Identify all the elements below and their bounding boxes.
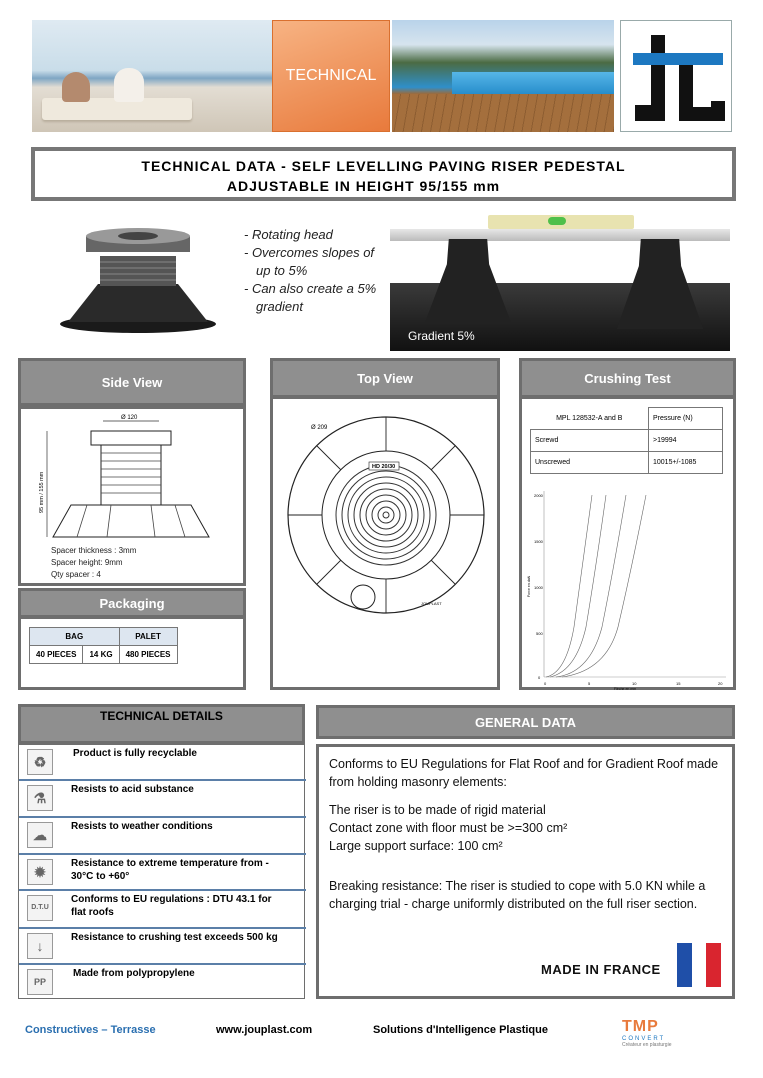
- top-brand: JOUPLAST: [421, 601, 442, 606]
- footer-slogan: Solutions d'Intelligence Plastique: [373, 1024, 548, 1036]
- y-tick: 500: [536, 631, 543, 636]
- ct-row-label: Unscrewed: [531, 452, 649, 474]
- palet-header: PALET: [119, 628, 177, 646]
- tmp-brand: TMP: [622, 1018, 659, 1035]
- list-item: D.T.U Conforms to EU regulations : DTU 43.1 for flat roofs: [19, 891, 306, 929]
- ct-row-label: Screwd: [531, 430, 649, 452]
- dtu-icon: D.T.U: [27, 895, 53, 921]
- france-flag-icon: [677, 943, 721, 987]
- ct-head-2: Pressure (N): [649, 408, 723, 430]
- spacer-thickness: Spacer thickness : 3mm: [51, 546, 137, 555]
- footer-website-link[interactable]: www.jouplast.com: [216, 1024, 313, 1036]
- list-item: ☁ Resists to weather conditions: [19, 818, 306, 855]
- general-paragraph-3: Breaking resistance: The riser is studied to cope with 5.0 KN while a charging trial - charge uniformly distributed on the full riser section.: [329, 879, 706, 911]
- technical-details-list: [18, 744, 305, 999]
- x-tick: 15: [676, 681, 681, 686]
- packaging-panel: [18, 616, 246, 690]
- bag-header: BAG: [30, 628, 120, 646]
- title-line-1: TECHNICAL DATA - SELF LEVELLING PAVING RISER PEDESTAL: [141, 158, 626, 174]
- made-in-france: MADE IN FRANCE: [541, 962, 661, 977]
- list-item: ✹ Resistance to extreme temperature from - 30°C to +60°: [19, 855, 306, 891]
- general-line: Contact zone with floor must be >=300 cm²: [329, 821, 568, 835]
- side-view-panel: [18, 406, 246, 586]
- spacer-height: Spacer height: 9mm: [51, 558, 123, 567]
- page-title: [31, 147, 736, 201]
- x-label: Flèche en mm: [614, 687, 637, 691]
- top-view-panel: [270, 396, 500, 690]
- side-dim-top: Ø 120: [121, 415, 138, 421]
- side-view-drawing: [37, 413, 217, 545]
- list-item: PP Made from polypropylene: [19, 965, 306, 999]
- x-tick: 5: [588, 681, 591, 686]
- general-paragraph-1: Conforms to EU Regulations for Flat Roof and for Gradient Roof made from holding masonry elements:: [329, 757, 719, 789]
- title-line-2: ADJUSTABLE IN HEIGHT 95/155 mm: [226, 178, 501, 194]
- technical-details-header: TECHNICAL DETAILS: [18, 704, 305, 744]
- x-tick: 10: [632, 681, 637, 686]
- gradient-photo: [390, 213, 730, 351]
- feature-list: [244, 226, 384, 316]
- crushing-test-panel: [519, 396, 736, 690]
- temperature-icon: ✹: [27, 859, 53, 885]
- bag-pieces: 40 PIECES: [30, 646, 83, 664]
- riser-pedestal-image: [58, 222, 218, 334]
- list-item: ⚗ Resists to acid substance: [19, 781, 306, 818]
- weather-icon: ☁: [27, 822, 53, 848]
- side-dim-height: 95 mm / 155 mm: [39, 471, 45, 513]
- general-data-panel: [316, 744, 735, 999]
- list-item: ↓ Resistance to crushing test exceeds 500 kg: [19, 929, 306, 965]
- ct-row-value: >19994: [649, 430, 723, 452]
- crushing-table: [530, 407, 723, 474]
- general-data-header: GENERAL DATA: [316, 705, 735, 739]
- ct-head-1: MPL 128532-A and B: [556, 414, 623, 422]
- general-line: The riser is to be made of rigid material: [329, 803, 546, 817]
- crushing-test-header: Crushing Test: [519, 358, 736, 398]
- x-tick: 20: [718, 681, 723, 686]
- recycle-icon: ♻: [27, 749, 53, 775]
- y-tick: 1500: [534, 539, 543, 544]
- header-photo-pool: [392, 20, 614, 132]
- feature-item: - Rotating head: [244, 227, 333, 242]
- side-view-header: Side View: [18, 358, 246, 406]
- x-tick: 0: [544, 681, 547, 686]
- general-line: Large support surface: 100 cm²: [329, 839, 503, 853]
- acid-icon: ⚗: [27, 785, 53, 811]
- top-view-drawing: [279, 407, 493, 687]
- tmp-tag: Créateur en plasturgie: [622, 1042, 672, 1048]
- top-view-header: Top View: [270, 358, 500, 398]
- list-item: ♻ Product is fully recyclable: [19, 745, 306, 781]
- jt-logo: [620, 20, 732, 132]
- y-tick: 1000: [534, 585, 543, 590]
- palet-pieces: 480 PIECES: [119, 646, 177, 664]
- footer-left: Constructives – Terrasse: [25, 1024, 156, 1036]
- packaging-table: [29, 627, 178, 664]
- gradient-label: Gradient 5%: [408, 329, 475, 343]
- top-model: HD 20/30: [372, 464, 396, 470]
- y-tick: 0: [538, 675, 541, 680]
- pp-icon: PP: [27, 969, 53, 995]
- crush-icon: ↓: [27, 933, 53, 959]
- y-label: Force en daN: [527, 575, 531, 597]
- feature-item: - Can also create a 5% gradient: [244, 281, 377, 314]
- feature-item: - Overcomes slopes of up to 5%: [244, 245, 375, 278]
- tmp-sub: CONVERT: [622, 1036, 666, 1042]
- crushing-graph: [526, 487, 732, 691]
- y-tick: 2000: [534, 493, 543, 498]
- qty-spacer: Qty spacer : 4: [51, 570, 101, 579]
- tmp-logo: [622, 1018, 688, 1052]
- header-photo-couple: [32, 20, 272, 132]
- technical-banner: TECHNICAL: [272, 20, 390, 132]
- packaging-header: Packaging: [18, 588, 246, 618]
- top-dim: Ø 209: [311, 425, 328, 431]
- bag-weight: 14 KG: [83, 646, 119, 664]
- ct-row-value: 10015+/-1085: [649, 452, 723, 474]
